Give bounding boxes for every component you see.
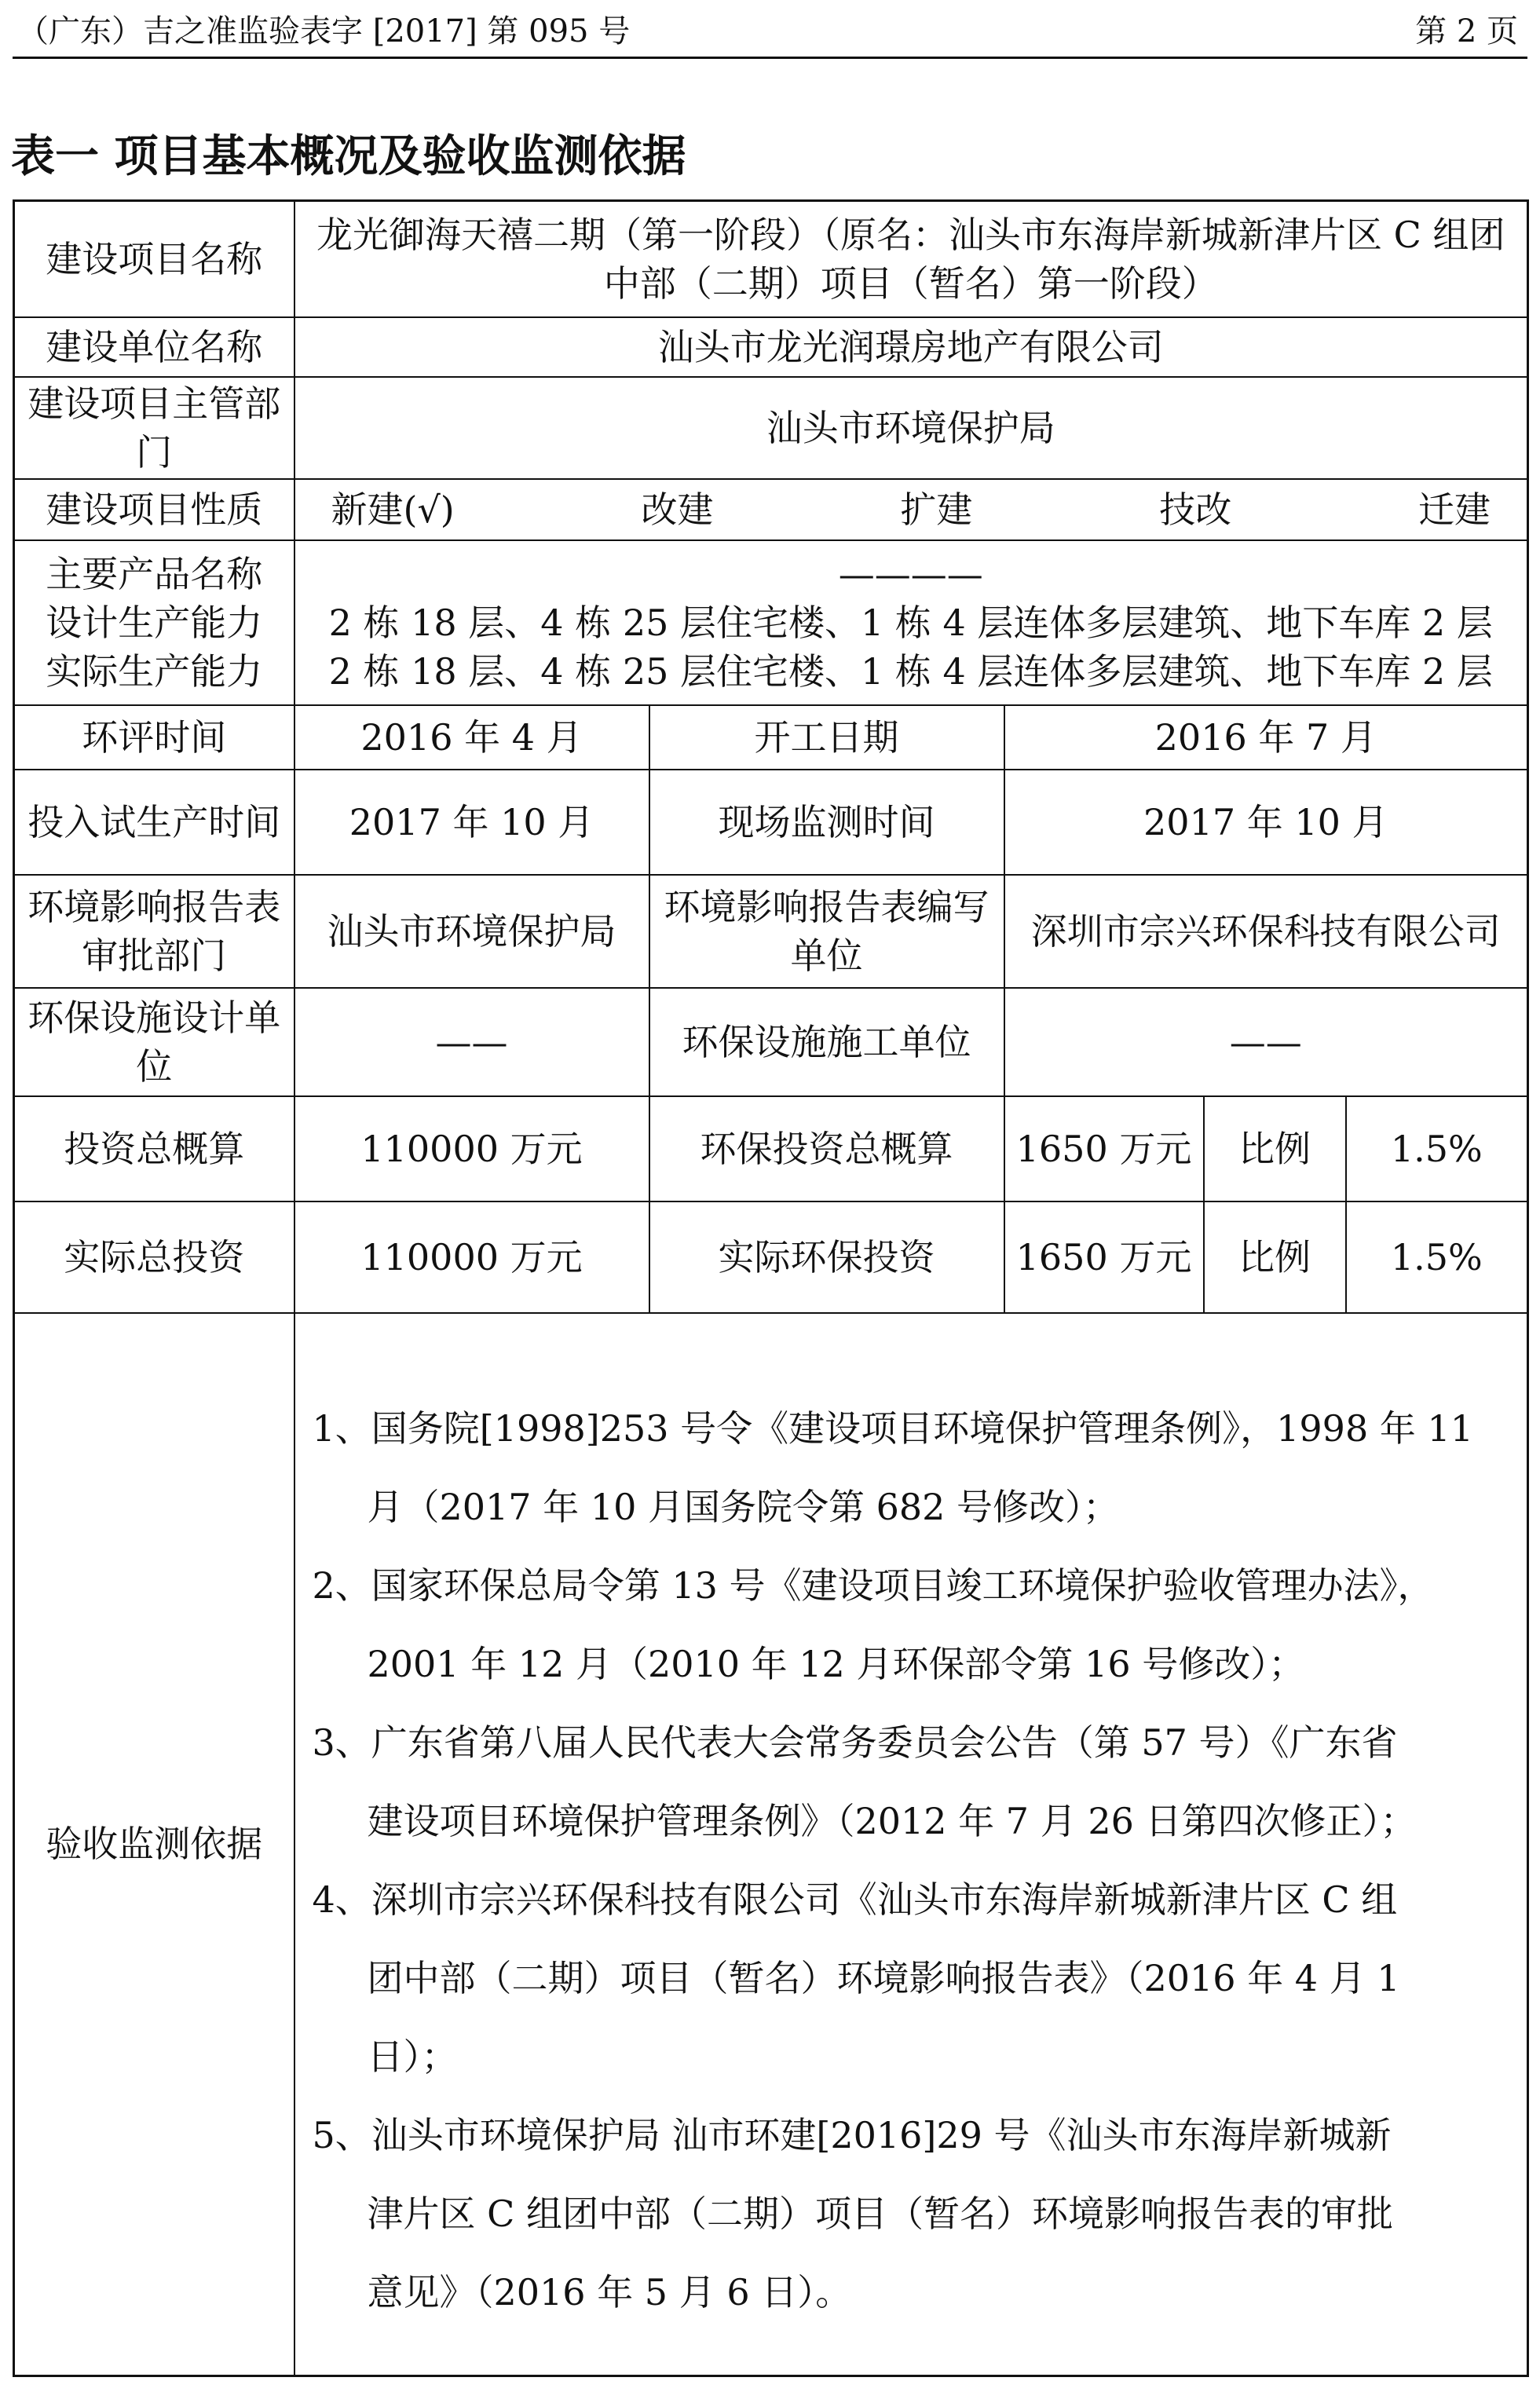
basis-item-continued: 津片区 C 组团中部（二期）项目（暂名）环境影响报告表的审批 [367, 2192, 1393, 2235]
page-number: 第 2 页 [1415, 13, 1518, 49]
table-row [14, 201, 1528, 317]
actual-invest-value: 110000 万元 [294, 1201, 649, 1313]
actual-invest-label: 实际总投资 [14, 1201, 294, 1313]
construction-unit-label: 环保设施施工单位 [649, 988, 1004, 1096]
basis-item-continued: 月（2017 年 10 月国务院令第 682 号修改）； [367, 1485, 1120, 1528]
project-info-table [13, 199, 1529, 2377]
monitor-time-label: 现场监测时间 [649, 770, 1004, 875]
budget-ratio-label: 比例 [1204, 1096, 1346, 1201]
nature-label: 建设项目性质 [14, 479, 294, 540]
table-row [14, 1313, 1528, 2376]
project-name-value: 龙光御海天禧二期（第一阶段）（原名：汕头市东海岸新城新津片区 C 组团中部（二期）项目（暂名）第一阶段） [294, 201, 1528, 317]
report-author-value: 深圳市宗兴环保科技有限公司 [1004, 875, 1528, 988]
trial-time-value: 2017 年 10 月 [294, 770, 649, 875]
actual-env-invest-value: 1650 万元 [1004, 1201, 1204, 1313]
basis-item-continued: 团中部（二期）项目（暂名）环境影响报告表》（2016 年 4 月 1 [367, 1956, 1400, 1999]
unit-name-label: 建设单位名称 [14, 317, 294, 377]
basis-item-text: 3、广东省第八届人民代表大会常务委员会公告（第 57 号）《广东省 [312, 1721, 1398, 1764]
basis-label: 验收监测依据 [14, 1313, 294, 2376]
basis-item-continued: 建设项目环境保护管理条例》（2012 年 7 月 26 日第四次修正）； [367, 1799, 1417, 1842]
eia-time-value: 2016 年 4 月 [294, 705, 649, 770]
construction-unit-value: —— [1004, 988, 1528, 1096]
table-row [14, 1096, 1528, 1201]
budget-ratio-value: 1.5% [1346, 1096, 1528, 1201]
table-row [14, 377, 1528, 479]
basis-list [294, 1313, 1528, 2376]
design-unit-value: —— [294, 988, 649, 1096]
design-capacity-value: 2 栋 18 层、4 栋 25 层住宅楼、1 栋 4 层连体多层建筑、地下车库 2 层 [328, 601, 1493, 644]
authority-label: 建设项目主管部门 [14, 377, 294, 479]
basis-item-text: 5、汕头市环境保护局 汕市环建[2016]29 号《汕头市东海岸新城新 [312, 2113, 1392, 2156]
basis-item [313, 1860, 1496, 2096]
actual-ratio-value: 1.5% [1346, 1201, 1528, 1313]
env-budget-label: 环保投资总概算 [649, 1096, 1004, 1201]
design-unit-label: 环保设施设计单位 [14, 988, 294, 1096]
report-author-label: 环境影响报告表编写单位 [649, 875, 1004, 988]
budget-value: 110000 万元 [294, 1096, 649, 1201]
start-date-label: 开工日期 [649, 705, 1004, 770]
unit-name-value: 汕头市龙光润璟房地产有限公司 [294, 317, 1528, 377]
basis-item-text: 4、深圳市宗兴环保科技有限公司《汕头市东海岸新城新津片区 C 组 [312, 1878, 1398, 1921]
actual-env-invest-label: 实际环保投资 [649, 1201, 1004, 1313]
actual-capacity-label: 实际生产能力 [46, 649, 263, 693]
budget-label: 投资总概算 [14, 1096, 294, 1201]
nature-option-rebuild: 改建 [641, 488, 714, 531]
nature-option-tech: 技改 [1159, 488, 1232, 531]
table-row [14, 875, 1528, 988]
approval-dept-value: 汕头市环境保护局 [294, 875, 649, 988]
table-row [14, 479, 1528, 540]
table-row [14, 317, 1528, 377]
authority-value: 汕头市环境保护局 [294, 377, 1528, 479]
table-row [14, 540, 1528, 705]
nature-option-new: 新建(√) [331, 488, 455, 531]
monitor-time-value: 2017 年 10 月 [1004, 770, 1528, 875]
design-capacity-label: 设计生产能力 [46, 601, 263, 644]
table-row [14, 1201, 1528, 1313]
trial-time-label: 投入试生产时间 [14, 770, 294, 875]
eia-time-label: 环评时间 [14, 705, 294, 770]
products-values [294, 540, 1528, 705]
nature-options [294, 479, 1528, 540]
basis-item-continued: 2001 年 12 月（2010 年 12 月环保部令第 16 号修改）； [367, 1642, 1305, 1685]
project-name-label: 建设项目名称 [14, 201, 294, 317]
document-number: （广东）吉之准监验表字 [2017] 第 095 号 [17, 13, 631, 49]
approval-dept-label: 环境影响报告表审批部门 [14, 875, 294, 988]
table-row [14, 705, 1528, 770]
actual-ratio-label: 比例 [1204, 1201, 1346, 1313]
basis-item-continued: 日）； [367, 2035, 458, 2078]
basis-item [313, 1546, 1496, 1703]
basis-item [313, 1389, 1496, 1546]
basis-item [313, 2096, 1496, 2332]
env-budget-value: 1650 万元 [1004, 1096, 1204, 1201]
table-row [14, 988, 1528, 1096]
basis-item-text: 1、国务院[1998]253 号令《建设项目环境保护管理条例》，1998 年 11 [312, 1406, 1473, 1450]
products-labels [14, 540, 294, 705]
header-divider [13, 57, 1527, 59]
table-row [14, 770, 1528, 875]
start-date-value: 2016 年 7 月 [1004, 705, 1528, 770]
page-title: 表一 项目基本概况及验收监测依据 [11, 131, 686, 182]
basis-item-text: 2、国家环保总局令第 13 号《建设项目竣工环境保护验收管理办法》， [312, 1564, 1434, 1607]
nature-option-relocate: 迁建 [1418, 488, 1491, 531]
basis-item-continued: 意见》（2016 年 5 月 6 日）。 [367, 2270, 852, 2313]
product-name-label: 主要产品名称 [46, 552, 263, 595]
nature-option-expand: 扩建 [900, 488, 973, 531]
basis-item [313, 1703, 1496, 1860]
actual-capacity-value: 2 栋 18 层、4 栋 25 层住宅楼、1 栋 4 层连体多层建筑、地下车库 2 层 [328, 649, 1493, 693]
product-name-value: ———— [838, 552, 983, 595]
